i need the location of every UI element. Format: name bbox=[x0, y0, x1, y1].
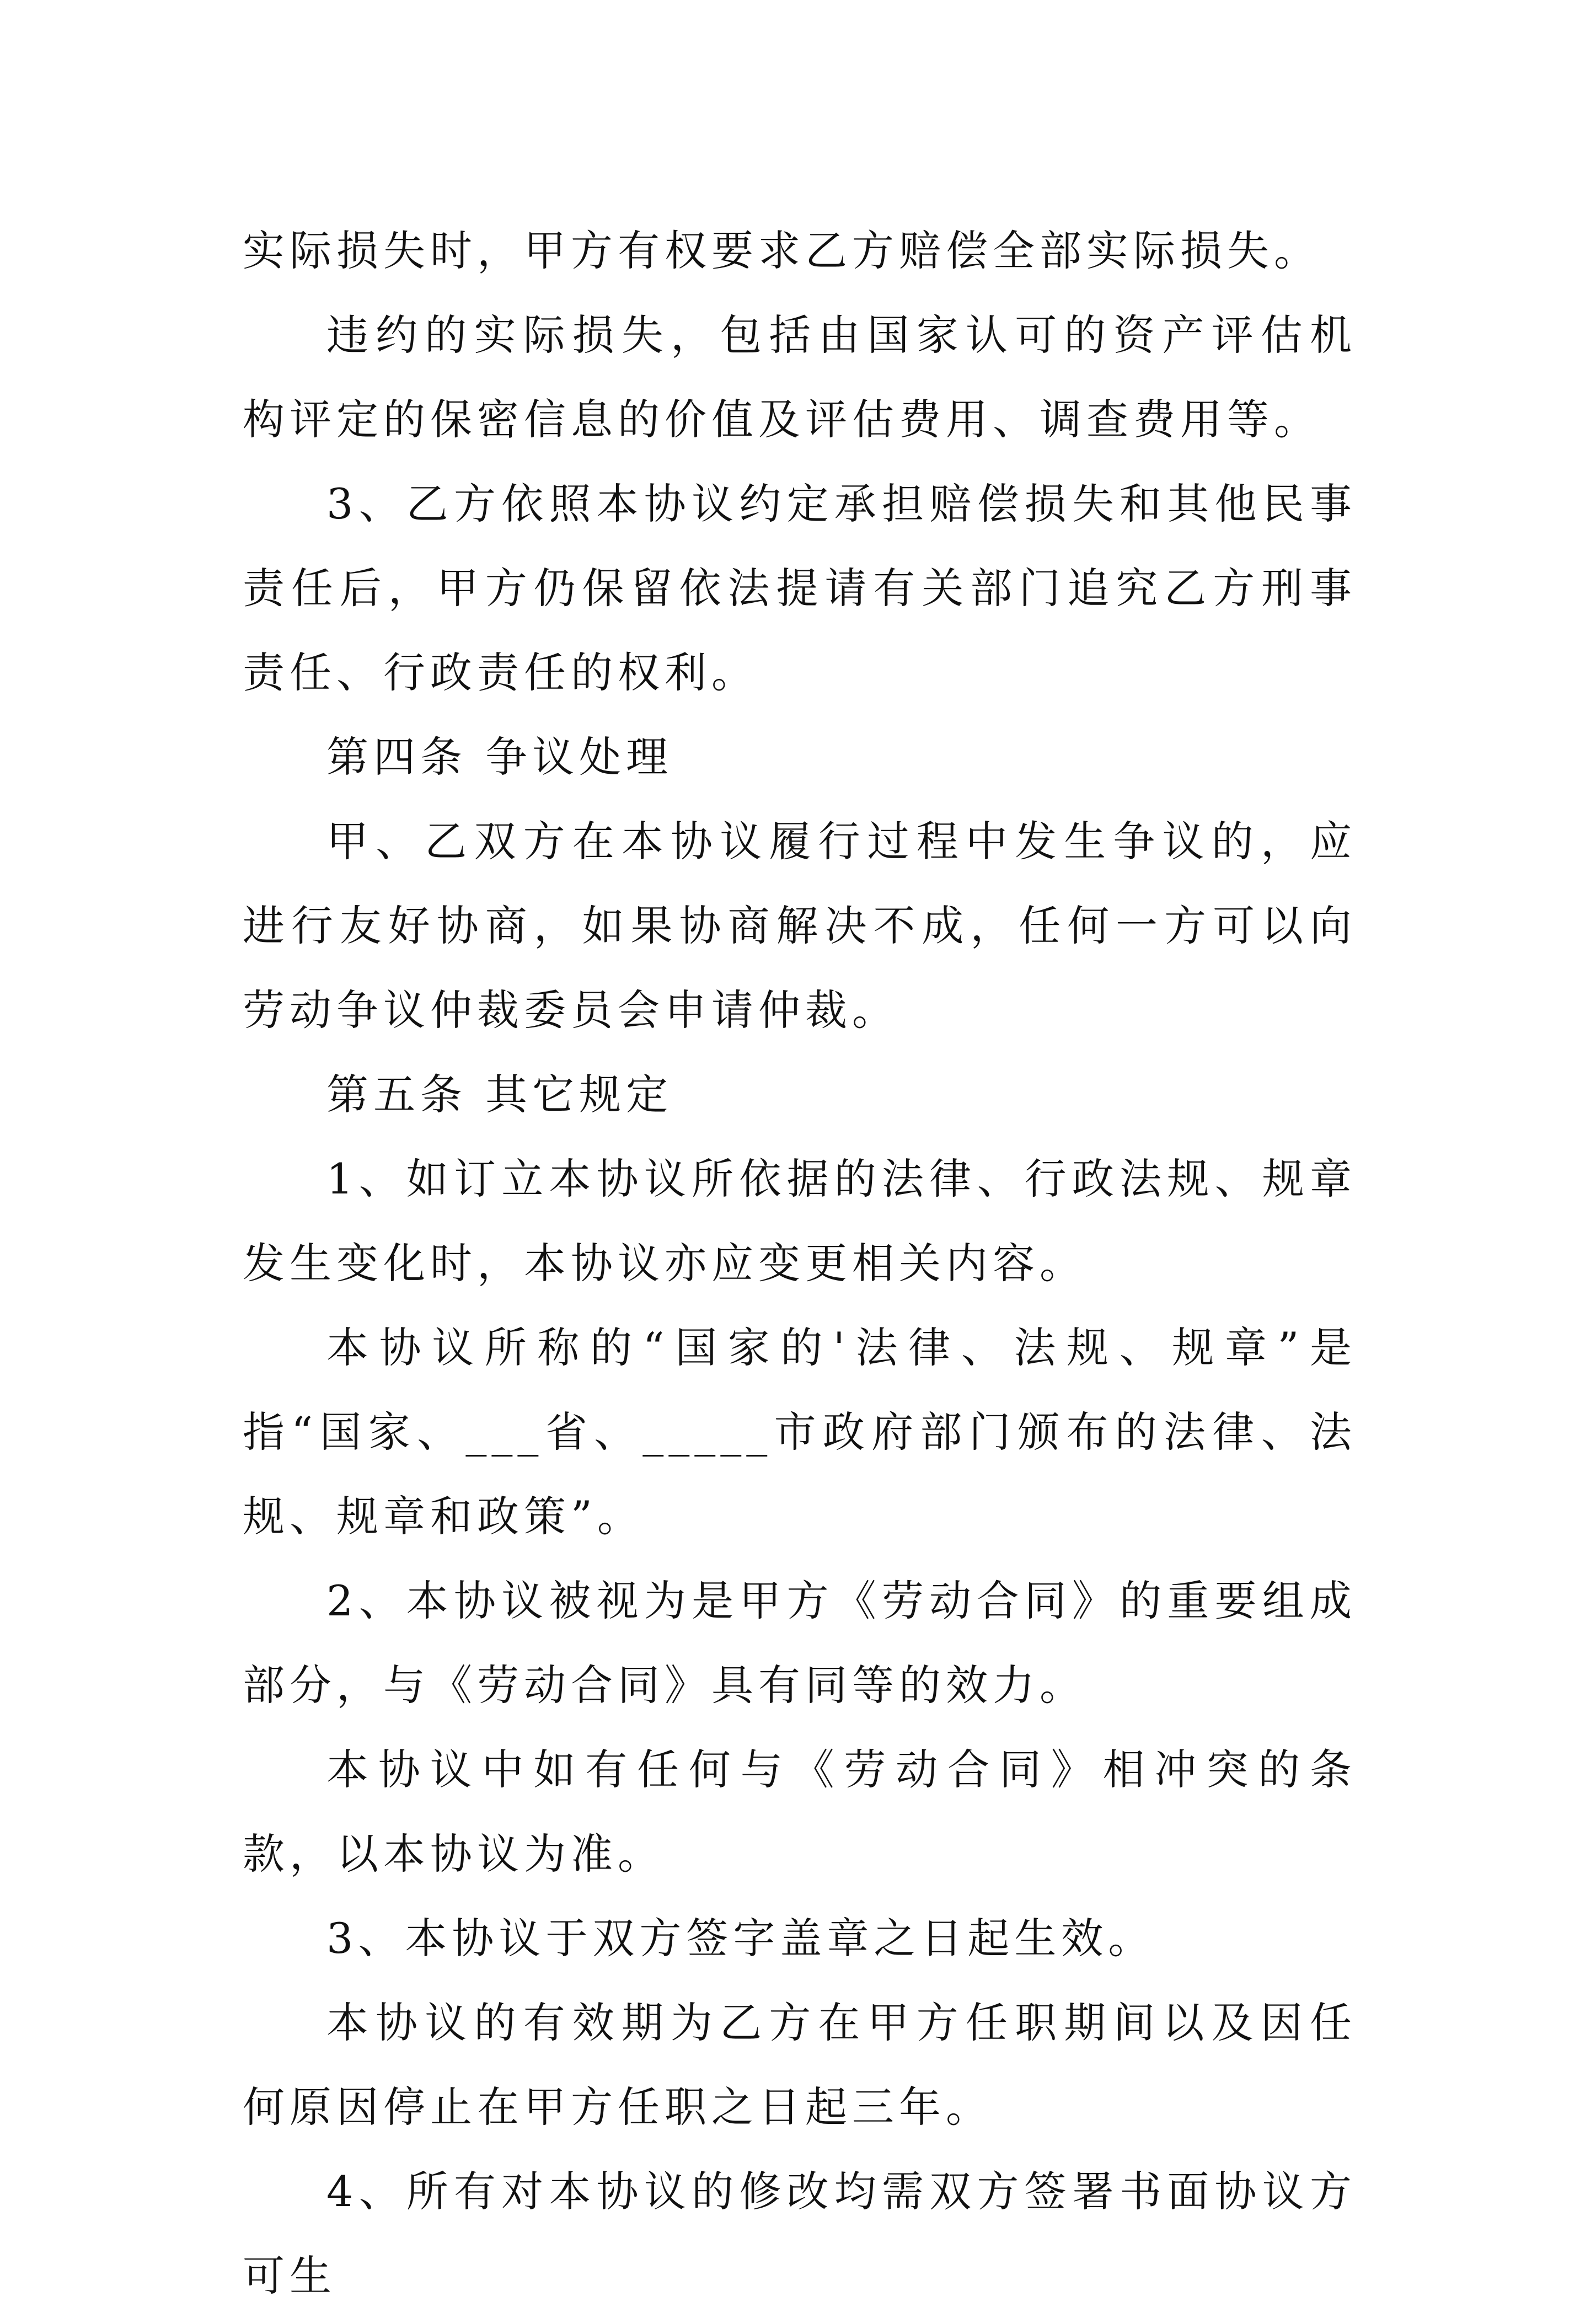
paragraph-actual-loss: 违约的实际损失，包括由国家认可的资产评估机构评定的保密信息的价值及评估费用、调查费用等。 bbox=[243, 311, 1357, 444]
paragraph-law-definition: 本协议所称的“国家的'法律、法规、规章”是指“国家、___省、_____市政府部门颁布的法律、法规、规章和政策”。 bbox=[243, 1323, 1357, 1541]
paragraph-clause-1-law-change: 1、如订立本协议所依据的法律、行政法规、规章发生变化时，本协议亦应变更相关内容。 bbox=[243, 1154, 1357, 1288]
paragraph-conflict-priority: 本协议中如有任何与《劳动合同》相冲突的条款，以本协议为准。 bbox=[243, 1745, 1357, 1878]
paragraph-validity-period: 本协议的有效期为乙方在甲方任职期间以及因任何原因停止在甲方任职之日起三年。 bbox=[243, 1998, 1357, 2132]
paragraph-continuation: 实际损失时，甲方有权要求乙方赔偿全部实际损失。 bbox=[243, 226, 1321, 275]
document-body bbox=[243, 208, 1357, 2318]
section-heading-article-5: 第五条 其它规定 bbox=[326, 1070, 673, 1119]
section-heading-article-4: 第四条 争议处理 bbox=[326, 732, 673, 781]
paragraph-clause-3-liability: 3、乙方依照本协议约定承担赔偿损失和其他民事责任后，甲方仍保留依法提请有关部门追究乙方刑事责任、行政责任的权利。 bbox=[243, 479, 1357, 697]
paragraph-dispute-resolution: 甲、乙双方在本协议履行过程中发生争议的，应进行友好协商，如果协商解决不成，任何一方可以向劳动争议仲裁委员会申请仲裁。 bbox=[243, 817, 1357, 1035]
paragraph-clause-3-effective: 3、本协议于双方签字盖章之日起生效。 bbox=[326, 1914, 1155, 1963]
paragraph-clause-4-amendments: 4、所有对本协议的修改均需双方签署书面协议方可生 bbox=[243, 2167, 1357, 2300]
paragraph-clause-2-contract-part: 2、本协议被视为是甲方《劳动合同》的重要组成部分，与《劳动合同》具有同等的效力。 bbox=[243, 1576, 1357, 1710]
